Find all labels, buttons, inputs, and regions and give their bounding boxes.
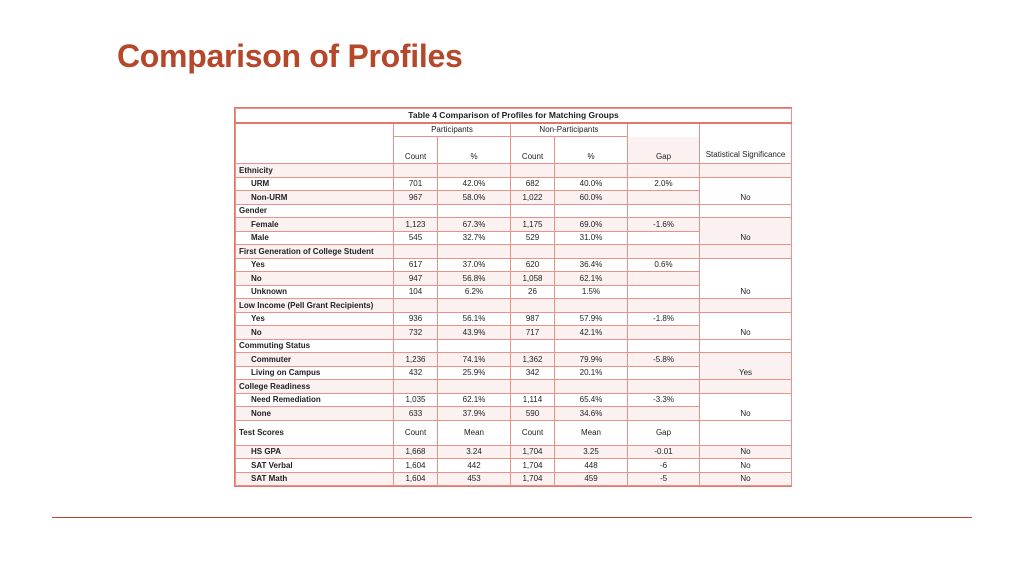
empty-cell — [628, 380, 700, 394]
table-cell: 1,704 — [511, 459, 555, 473]
empty-cell — [438, 245, 511, 259]
table-cell: Unknown — [236, 285, 394, 299]
table-cell: Male — [236, 231, 394, 245]
table-cell: 25.9% — [438, 366, 511, 380]
table-cell: 453 — [438, 472, 511, 486]
table-cell: 1,022 — [511, 191, 555, 205]
table-cell: -3.3% — [628, 393, 700, 407]
table-cell: 56.1% — [438, 312, 511, 326]
empty-cell — [511, 339, 555, 353]
table-cell: 2.0% — [628, 177, 700, 191]
table-row — [236, 258, 792, 272]
table-cell: 26 — [511, 285, 555, 299]
table-cell: -1.8% — [628, 312, 700, 326]
table-cell: 1,604 — [394, 472, 438, 486]
table-cell: 1,035 — [394, 393, 438, 407]
section-label: First Generation of College Student — [236, 245, 394, 259]
table-row — [236, 472, 792, 486]
empty-cell — [555, 204, 628, 218]
table-row — [236, 445, 792, 459]
empty-cell — [628, 245, 700, 259]
table-cell: 74.1% — [438, 353, 511, 367]
table-cell: Need Remediation — [236, 393, 394, 407]
empty-cell — [394, 380, 438, 394]
table-cell: Mean — [555, 420, 628, 445]
table-cell: 701 — [394, 177, 438, 191]
table-cell: 1,236 — [394, 353, 438, 367]
table-cell: 6.2% — [438, 285, 511, 299]
table-cell: 20.1% — [555, 366, 628, 380]
empty-cell — [700, 420, 792, 445]
empty-cell — [700, 339, 792, 353]
table-cell: Count — [394, 420, 438, 445]
significance-cell: No — [700, 177, 792, 204]
col-gap: Gap — [628, 137, 700, 164]
table-cell: 3.24 — [438, 445, 511, 459]
table-cell: 60.0% — [555, 191, 628, 205]
empty-cell — [700, 299, 792, 313]
table-cell: Non-URM — [236, 191, 394, 205]
table-cell: No — [236, 326, 394, 340]
table-cell: -5 — [628, 472, 700, 486]
page-title: Comparison of Profiles — [117, 38, 463, 74]
column-header-row — [236, 137, 792, 164]
bottom-divider — [52, 517, 972, 518]
significance-cell: Yes — [700, 353, 792, 380]
table-cell: -6 — [628, 459, 700, 473]
table-cell: 1,604 — [394, 459, 438, 473]
table-cell: 987 — [511, 312, 555, 326]
table-cell: -0.01 — [628, 445, 700, 459]
empty-cell — [628, 231, 700, 245]
non-participants-header: Non-Participants — [511, 123, 628, 137]
table-cell: Gap — [628, 420, 700, 445]
table-cell: 617 — [394, 258, 438, 272]
table-cell: Mean — [438, 420, 511, 445]
empty-cell — [394, 339, 438, 353]
table-cell: 620 — [511, 258, 555, 272]
table-cell: SAT Verbal — [236, 459, 394, 473]
significance-cell: No — [700, 472, 792, 486]
significance-cell: No — [700, 459, 792, 473]
table-cell: Yes — [236, 258, 394, 272]
table-cell: 717 — [511, 326, 555, 340]
table-cell: 104 — [394, 285, 438, 299]
table-cell: 1,704 — [511, 472, 555, 486]
section-label: Low Income (Pell Grant Recipients) — [236, 299, 394, 313]
empty-cell — [555, 245, 628, 259]
table-cell: Count — [511, 420, 555, 445]
section-row — [236, 299, 792, 313]
table-cell: 42.1% — [555, 326, 628, 340]
table-cell: 62.1% — [438, 393, 511, 407]
table-cell: Commuter — [236, 353, 394, 367]
comparison-table — [234, 107, 792, 487]
table-cell: 56.8% — [438, 272, 511, 286]
empty-cell — [438, 339, 511, 353]
col-count-1: Count — [394, 137, 438, 164]
table-cell: No — [236, 272, 394, 286]
table-cell: 732 — [394, 326, 438, 340]
table-cell: Yes — [236, 312, 394, 326]
empty-cell — [628, 326, 700, 340]
significance-cell: No — [700, 445, 792, 459]
empty-cell — [438, 380, 511, 394]
col-pct-2: % — [555, 137, 628, 164]
table-cell: 1,175 — [511, 218, 555, 232]
section-label: Test Scores — [236, 420, 394, 445]
table-cell: URM — [236, 177, 394, 191]
table-cell: 1,704 — [511, 445, 555, 459]
table-row — [236, 353, 792, 367]
table-cell: 947 — [394, 272, 438, 286]
significance-cell: No — [700, 312, 792, 339]
table-cell: 34.6% — [555, 407, 628, 421]
empty-cell — [628, 272, 700, 286]
table-cell: 57.9% — [555, 312, 628, 326]
section-row — [236, 420, 792, 445]
table-cell: 1,668 — [394, 445, 438, 459]
empty-cell — [438, 164, 511, 178]
empty-cell — [236, 123, 394, 137]
empty-cell — [628, 366, 700, 380]
table-cell: 1,362 — [511, 353, 555, 367]
empty-cell — [236, 137, 394, 164]
table-cell: 1.5% — [555, 285, 628, 299]
table-cell: 0.6% — [628, 258, 700, 272]
empty-cell — [700, 245, 792, 259]
table-cell: Female — [236, 218, 394, 232]
empty-cell — [511, 299, 555, 313]
empty-cell — [511, 245, 555, 259]
table-caption-row — [236, 109, 792, 123]
table-row — [236, 312, 792, 326]
section-label: Gender — [236, 204, 394, 218]
table-cell: 58.0% — [438, 191, 511, 205]
empty-cell — [628, 123, 700, 137]
table-cell: 43.9% — [438, 326, 511, 340]
empty-cell — [555, 164, 628, 178]
empty-cell — [555, 339, 628, 353]
section-row — [236, 245, 792, 259]
significance-cell: No — [700, 393, 792, 420]
section-row — [236, 164, 792, 178]
table-cell: 40.0% — [555, 177, 628, 191]
table-cell: 633 — [394, 407, 438, 421]
table-row — [236, 177, 792, 191]
empty-cell — [394, 245, 438, 259]
section-row — [236, 380, 792, 394]
table-row — [236, 393, 792, 407]
table-cell: 69.0% — [555, 218, 628, 232]
table-cell: 459 — [555, 472, 628, 486]
empty-cell — [628, 285, 700, 299]
empty-cell — [438, 299, 511, 313]
table-cell: 42.0% — [438, 177, 511, 191]
empty-cell — [700, 380, 792, 394]
section-row — [236, 204, 792, 218]
table-row — [236, 459, 792, 473]
empty-cell — [438, 204, 511, 218]
table-cell: 545 — [394, 231, 438, 245]
empty-cell — [555, 380, 628, 394]
empty-cell — [628, 299, 700, 313]
table-cell: -1.6% — [628, 218, 700, 232]
table-cell: 3.25 — [555, 445, 628, 459]
table-caption: Table 4 Comparison of Profiles for Matching Groups — [236, 109, 792, 123]
table-cell: 31.0% — [555, 231, 628, 245]
col-significance: Statistical Significance — [700, 137, 792, 164]
empty-cell — [511, 164, 555, 178]
table-cell: 37.9% — [438, 407, 511, 421]
col-pct-1: % — [438, 137, 511, 164]
section-row — [236, 339, 792, 353]
table-cell: 32.7% — [438, 231, 511, 245]
significance-cell: No — [700, 258, 792, 299]
table-cell: HS GPA — [236, 445, 394, 459]
table-cell: 342 — [511, 366, 555, 380]
table-cell: 1,058 — [511, 272, 555, 286]
table-cell: 37.0% — [438, 258, 511, 272]
empty-cell — [628, 407, 700, 421]
table-cell: 1,123 — [394, 218, 438, 232]
empty-cell — [394, 204, 438, 218]
empty-cell — [700, 164, 792, 178]
empty-cell — [628, 339, 700, 353]
table-row — [236, 218, 792, 232]
table-cell: 432 — [394, 366, 438, 380]
table-cell: 590 — [511, 407, 555, 421]
table-cell: 65.4% — [555, 393, 628, 407]
group-header-row — [236, 123, 792, 137]
empty-cell — [628, 164, 700, 178]
empty-cell — [511, 204, 555, 218]
empty-cell — [394, 164, 438, 178]
table-cell: 36.4% — [555, 258, 628, 272]
table-cell: 442 — [438, 459, 511, 473]
empty-cell — [555, 299, 628, 313]
table-cell: 79.9% — [555, 353, 628, 367]
empty-cell — [511, 380, 555, 394]
participants-header: Participants — [394, 123, 511, 137]
table-cell: 62.1% — [555, 272, 628, 286]
table-cell: 448 — [555, 459, 628, 473]
empty-cell — [394, 299, 438, 313]
table-cell: -5.8% — [628, 353, 700, 367]
table-cell: SAT Math — [236, 472, 394, 486]
table-cell: 529 — [511, 231, 555, 245]
table-cell: None — [236, 407, 394, 421]
table-cell: Living on Campus — [236, 366, 394, 380]
table-cell: 936 — [394, 312, 438, 326]
section-label: College Readiness — [236, 380, 394, 394]
table-cell: 682 — [511, 177, 555, 191]
section-label: Ethnicity — [236, 164, 394, 178]
empty-cell — [700, 123, 792, 137]
empty-cell — [628, 191, 700, 205]
empty-cell — [628, 204, 700, 218]
empty-cell — [700, 204, 792, 218]
table-cell: 1,114 — [511, 393, 555, 407]
significance-cell: No — [700, 218, 792, 245]
table-cell: 967 — [394, 191, 438, 205]
table-cell: 67.3% — [438, 218, 511, 232]
col-count-2: Count — [511, 137, 555, 164]
section-label: Commuting Status — [236, 339, 394, 353]
